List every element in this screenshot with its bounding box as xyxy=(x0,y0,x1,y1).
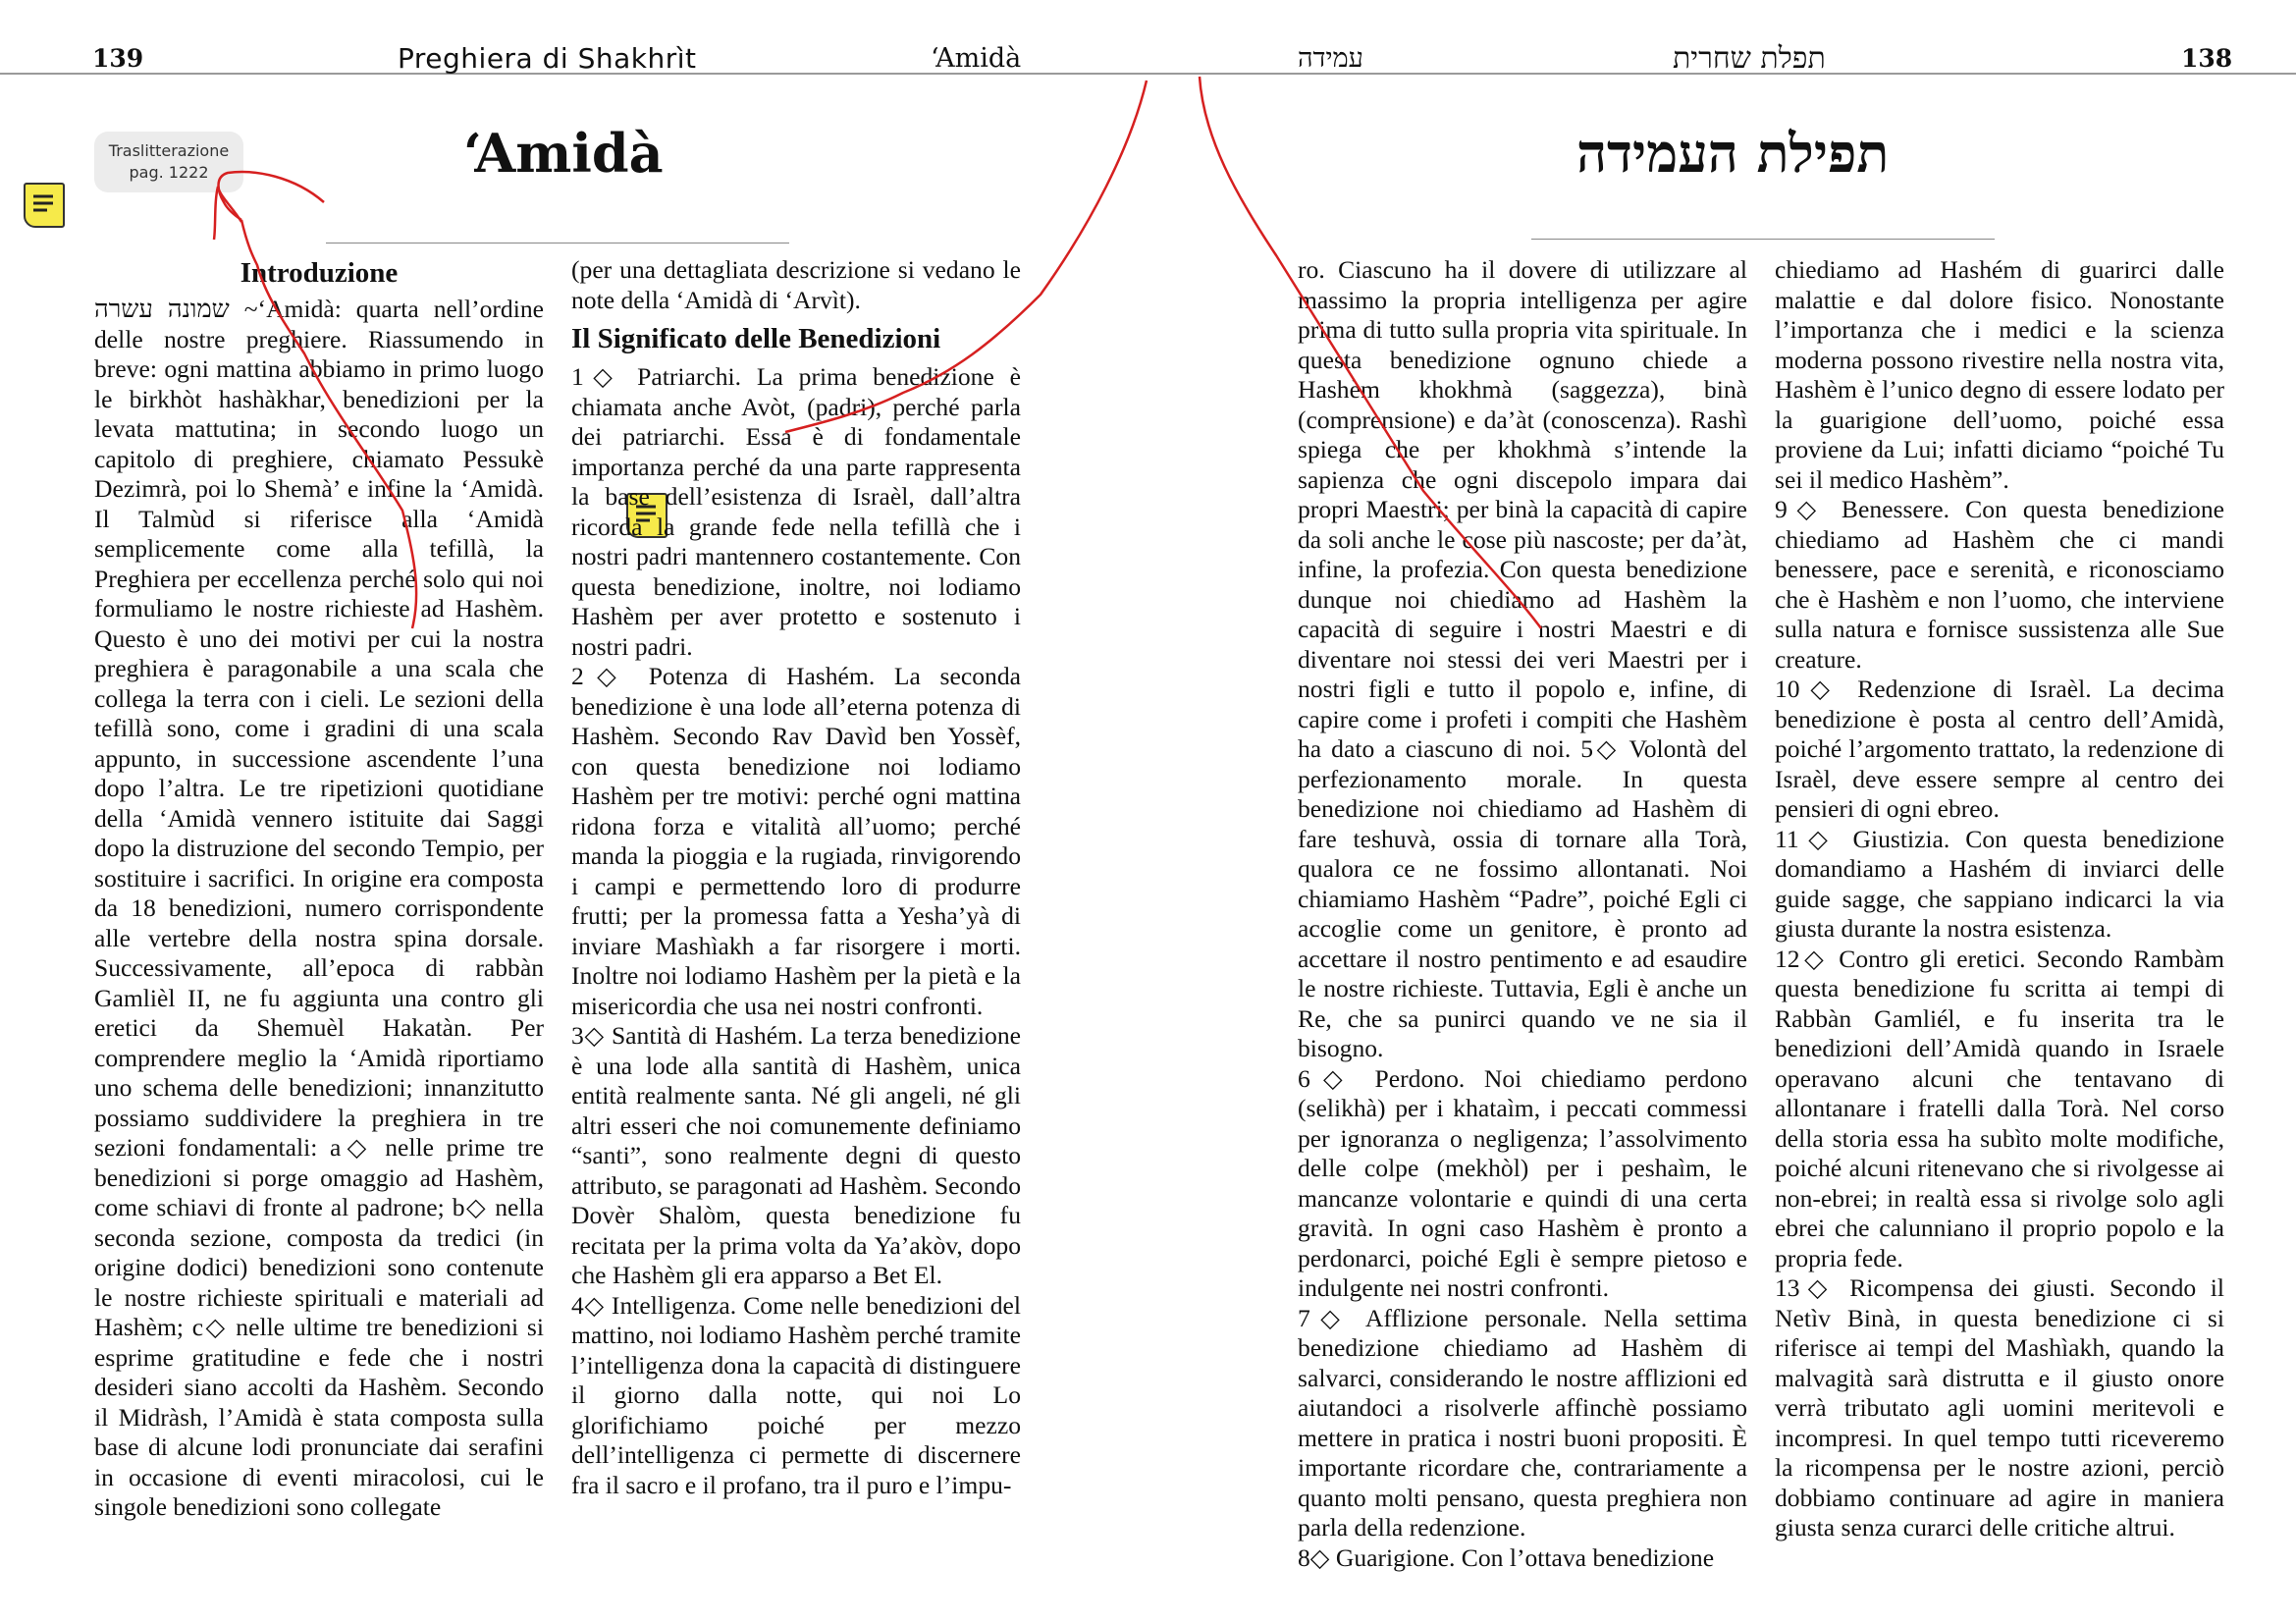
title-rule xyxy=(1531,239,1995,240)
paragraph: 10◇ Redenzione di Israèl. La decima benedizione è posta al centro dell’Amidà, poiché l’argomento trattato, la redenzione di Israèl, deve essere sempre al centro dei pensieri di ogni ebreo. xyxy=(1775,675,2224,823)
paragraph: 12◇ Contro gli eretici. Secondo Rambàm questa benedizione fu scritta ai tempi di Rabbàn Gamliél, e fu inserita tra le benedizioni dell’Amidà quando in Israele operavano alcuni che tentavano di allontanare i fratelli dalla Torà. Nel corso della storia essa ha subìto molte modifiche, poiché alcuni ritenevano che si rivolgesse ai non-ebrei; in realtà essa si rivolge solo agli ebrei che calunniano il proprio popolo e la propria fede. xyxy=(1775,944,2224,1272)
section-heading: Introduzione xyxy=(240,257,399,289)
column-1 xyxy=(94,255,544,1523)
paragraph: 1◇ Patriarchi. La prima benedizione è chiamata anche Avòt, (padri), perché parla dei patriarchi. Essa è di fondamentale importanza perché da una parte rappresenta la base dell’esistenza di Israèl, dall’altra ricorda la grande fede nella tefillà che i nostri padri mantennero costantemente. Con questa benedizione, inoltre, noi lodiamo Hashèm per aver protetto e sostenuto i nostri padri. xyxy=(571,362,1021,661)
paragraph: 7◇ Afflizione personale. Nella settima benedizione chiediamo ad Hashèm di salvarci, considerando le nostre afflizioni ed aiutandoci a risolverle affinchè possiamo mettere in pratica i nostri buoni propositi. È importante ricordare che, contrariamente a quanto molti pensano, questa preghiera non parla della redenzione. xyxy=(1298,1303,1747,1542)
paragraph: ro. Ciascuno ha il dovere di utilizzare al massimo la propria intelligenza per agire prima di tutto sulla propria vita spirituale. In questa benedizione ognuno chiede a Hashèm khokhmà (saggezza), binà (comprensione) e da’àt (conoscenza). Rashì spiega che per khokhmà s’intende la sapienza che ogni discepolo impara dai propri Maestri; per binà la capacità di capire da soli anche le cose più nascoste; per da’àt, infine, la profezia. Con questa benedizione dunque noi chiediamo ad Hashèm la capacità di seguire i nostri Maestri e di diventare noi stessi dei veri Maestri per i nostri figli e tutto il popolo e, infine, di capire come i profeti i compiti che Hashèm ha dato a ciascuno di noi. 5◇ Volontà del perfezionamento morale. In questa benedizione noi chiediamo ad Hashèm di fare teshuvà, ossia di tornare alla Torà, qualora ce ne fossimo allontanati. Noi chiamiamo Hashèm “Padre”, poiché Egli ci accoglie come un genitore, è pronto ad accettare il nostro pentimento e ad esaudire le nostre richieste. Tuttavia, Egli è anche un Re, che sa punirci quando ve ne sia il bisogno. xyxy=(1298,255,1747,1062)
paragraph: 2◇ Potenza di Hashém. La seconda benedizione è una lode all’eterna potenza di Hashèm. Secondo Rav Davìd ben Yossèf, con questa benedizione noi lodiamo Hashèm per tre motivi: perché ogni mattina ridona forza e vitalità all’uomo; perché manda la pioggia e la rugiada, rinvigorendo i campi e permettendo loro di produrre frutti; per la promessa fatta a Yesha’yà di inviare Mashìakh a far risorgere i morti. Inoltre noi lodiamo Hashèm per la pietà e la misericordia che usa nei nostri confronti. xyxy=(571,662,1021,1020)
paragraph: 13◇ Ricompensa dei giusti. Secondo il Netìv Binà, in questa benedizione ci si riferisce ai tempi del Mashìakh, quando la malvagità sarà distrutta e il giusto onore verrà tributato agli uomini meritevoli e incompresi. In quel tempo tutti riceveremo la ricompensa per le nostre azioni, perciò dobbiamo continuare ad agire in maniera giusta senza curarci delle critiche altrui. xyxy=(1775,1273,2224,1542)
paragraph: (per una dettagliata descrizione si vedano le note della ‘Amidà di ‘Arvìt). xyxy=(571,255,1021,314)
badge-line-2: pag. 1222 xyxy=(129,163,209,182)
right-running-title: תפלת שחרית xyxy=(1673,41,1826,76)
header-rule xyxy=(0,73,2296,75)
ink-stroke xyxy=(214,187,241,240)
paragraph: 4◇ Intelligenza. Come nelle benedizioni del mattino, noi lodiamo Hashèm perché tramite l’intelligenza dona la capacità di distinguere il giorno dalla notte, qui noi Lo glorifichiamo poiché per mezzo dell’intelligenza ci permette di discernere fra il sacro e il profano, tra il puro e l’impu- xyxy=(571,1290,1021,1499)
transliteration-link[interactable] xyxy=(94,132,243,192)
hebrew-page-title: תפילת העמידה xyxy=(1576,122,1890,185)
paragraph: 8◇ Guarigione. Con l’ottava benedizione xyxy=(1298,1542,1715,1572)
column-4 xyxy=(1775,255,2224,1543)
paragraph: 11◇ Giustizia. Con questa benedizione domandiamo a Hashém di inviarci delle guide sagge, che sappiano indicarci la via giusta durante la nostra esistenza. xyxy=(1775,824,2224,943)
page-title: ‘Amidà xyxy=(463,122,664,185)
left-page-number: 139 xyxy=(92,44,144,73)
sticky-note-icon[interactable] xyxy=(24,183,65,228)
paragraph: 9◇ Benessere. Con questa benedizione chiediamo ad Hashèm che ci mandi benessere, pace e serenità, e riconosciamo che è Hashèm e non l’uomo, che interviene sulla natura e fornisce sussistenza alle Sue creature. xyxy=(1775,495,2224,674)
right-page-number: 138 xyxy=(2181,44,2233,73)
section-heading: Il Significato delle Benedizioni xyxy=(571,323,941,354)
column-3 xyxy=(1298,255,1747,1573)
paragraph: 6◇ Perdono. Noi chiediamo perdono (selikhà) per i khataìm, i peccati commessi per ignoranza o negligenza; l’assolvimento delle colpe (mekhòl) per i peshaìm, le mancanze volontarie e quindi di una certa gravità. In ogni caso Hashèm è pronto a perdonarci, poiché Egli è sempre pietoso e indulgente nei nostri confronti. xyxy=(1298,1063,1747,1302)
paragraph: שמונה עשרה ~‘Amidà: quarta nell’ordine delle nostre preghiere. Riassumendo in breve: ogni mattina abbiamo in primo luogo le birkhòt hashàkhar, benedizioni per la levata mattutina; in secondo luogo un capitolo di preghiere, chiamato Pessukè Dezimrà, poi lo Shemà’ e infine la ‘Amidà. Il Talmùd si riferisce alla ‘Amidà semplicemente come alla tefillà, la Preghiera per eccellenza perché solo qui noi formuliamo le nostre richieste ad Hashèm. Questo è uno dei motivi per cui la nostra preghiera è paragonabile a una scala che collega la terra con i cieli. Le sezioni della tefillà sono, come i gradini di una scala appunto, in successione ascendente l’una dopo l’altra. Le tre ripetizioni quotidiane della ‘Amidà vennero istituite dai Saggi dopo la distruzione del secondo Tempio, per sostituire i sacrifici. In origine era composta da 18 benedizioni, numero corrispondente alle vertebre della nostra spina dorsale. Successivamente, all’epoca di rabbàn Gamlièl II, ne fu aggiunta una contro gli eretici da Shemuèl Hakatàn. Per comprendere meglio la ‘Amidà riportiamo uno schema delle benedizioni; innanzitutto possiamo suddividere la preghiera in tre sezioni fondamentali: a◇ nelle prime tre benedizioni si porge omaggio ad Hashèm, come schiavi di fronte al padrone; b◇ nella seconda sezione, composta da tredici (in origine dodici) benedizioni sono contenute le nostre richieste spirituali e materiali ad Hashèm; c◇ nelle ultime tre benedizioni si esprime gratitudine e fede che i nostri desideri siano accolti da Hashèm. Secondo il Midràsh, l’Amidà è stata composta sulla base di alcune lodi pronunciate dai serafini in occasione di eventi miracolosi, cui le singole benedizioni sono collegate xyxy=(94,295,544,1521)
column-2 xyxy=(571,255,1021,1500)
paragraph: chiediamo ad Hashém di guarirci dalle malattie e dal dolore fisico. Nonostante l’importanza che i medici e la scienza moderna possono rivestire nella nostra vita, Hashèm è l’unico degno di essere lodato per la guarigione dell’uomo, poiché essa proviene da Lui; infatti diciamo “poiché Tu sei il medico Hashèm”. xyxy=(1775,255,2224,494)
left-running-title: Preghiera di Shakhrìt xyxy=(398,42,697,75)
right-section-title: עמידה xyxy=(1298,43,1363,74)
left-section-title: ‘Amidà xyxy=(931,43,1022,74)
paragraph: 3◇ Santità di Hashém. La terza benedizione è una lode alla santità di Hashèm, unica entità realmente santa. Né gli angeli, né gli altri esseri che noi comunemente definiamo “santi”, sono realmente degni di questo attributo, se paragonati ad Hashèm. Secondo Dovèr Shalòm, questa benedizione fu recitata per la prima volta da Ya’akòv, dopo che Hashèm gli era apparso a Bet El. xyxy=(571,1021,1021,1289)
badge-line-1: Traslitterazione xyxy=(108,141,230,160)
